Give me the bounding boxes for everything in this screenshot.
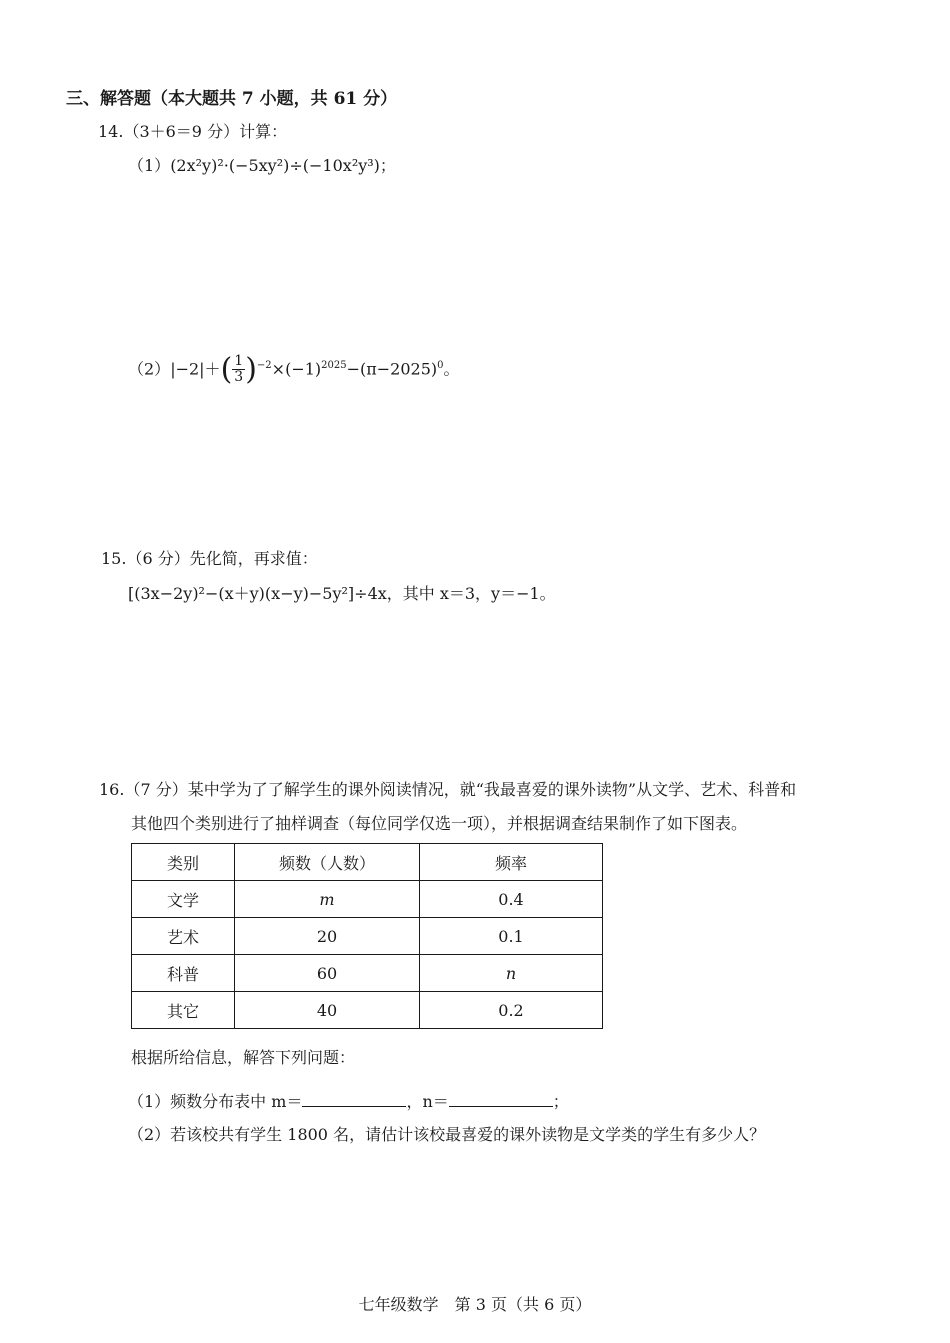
- q14-part2-pre: |−2|＋: [170, 359, 221, 379]
- frequency-table: [131, 843, 603, 1029]
- table-cell: 0.1: [420, 918, 603, 955]
- table-row: [132, 955, 603, 992]
- q14-part2-end: 。: [443, 359, 460, 379]
- answer-blank-m[interactable]: [302, 1092, 406, 1107]
- table-cell: 艺术: [132, 918, 235, 955]
- table-row: [132, 881, 603, 918]
- q14-part1: [128, 153, 396, 176]
- q16-sub1-pre: （1）频数分布表中 m＝: [128, 1092, 303, 1111]
- q14-part2: [128, 346, 460, 386]
- table-header-row: [132, 844, 603, 881]
- q14-part2-label: （2）: [128, 359, 171, 379]
- q16-line2: 其他四个类别进行了抽样调查（每位同学仅选一项），并根据调查结果制作了如下图表。: [131, 814, 748, 833]
- q16-line1: 16.（7 分）某中学为了了解学生的课外阅读情况，就“我最喜爱的课外读物”从文学、艺术、科普和: [99, 780, 797, 799]
- q16-sub1: [128, 1089, 569, 1112]
- table-cell: 科普: [132, 955, 235, 992]
- q16-sub1-mid: ，n＝: [406, 1092, 449, 1111]
- table-cell: 0.4: [420, 881, 603, 918]
- table-cell: 0.2: [420, 992, 603, 1029]
- table-cell: 40: [235, 992, 420, 1029]
- q16-sub1-end: ；: [552, 1092, 569, 1111]
- q16-intro: 根据所给信息，解答下列问题：: [131, 1048, 356, 1067]
- q15-header: 15.（6 分）先化简，再求值：: [101, 549, 318, 568]
- answer-blank-n[interactable]: [449, 1092, 553, 1107]
- table-cell: [235, 881, 420, 918]
- q15-expr: [(3x−2y)²−(x＋y)(x−y)−5y²]÷4x，其中 x＝3，y＝−1。: [128, 584, 556, 603]
- right-paren: ): [245, 351, 257, 387]
- q14-part1-label: （1）: [128, 156, 171, 175]
- table-cell: 60: [235, 955, 420, 992]
- table-cell: 其它: [132, 992, 235, 1029]
- table-cell: 20: [235, 918, 420, 955]
- q14-part2-post: −(π−2025): [346, 359, 438, 379]
- exponent-neg-two: −2: [256, 360, 272, 371]
- exponent-zero: 0: [437, 360, 444, 371]
- table-row: [132, 992, 603, 1029]
- exponent-2025: 2025: [321, 360, 347, 371]
- table-cell: 文学: [132, 881, 235, 918]
- q14-part2-mid: ×(−1): [271, 359, 322, 379]
- variable-m: m: [319, 889, 335, 909]
- table-row: [132, 918, 603, 955]
- table-header-cell: 频率: [420, 844, 603, 881]
- q14-header: 14.（3＋6＝9 分）计算：: [98, 122, 288, 141]
- variable-n: n: [505, 963, 517, 983]
- left-paren: (: [220, 351, 233, 387]
- fraction-numerator: 1: [234, 353, 244, 370]
- fraction-denominator: 3: [234, 369, 244, 386]
- table-cell: [420, 955, 603, 992]
- page-footer: 七年级数学 第 3 页（共 6 页）: [358, 1295, 592, 1314]
- fraction-one-third: [232, 354, 245, 385]
- q14-part1-expr: (2x²y)²·(−5xy²)÷(−10x²y³)；: [170, 156, 396, 175]
- section-title: 三、解答题（本大题共 7 小题，共 61 分）: [66, 89, 398, 109]
- table-header-cell: 频数（人数）: [235, 844, 420, 881]
- q16-sub2: （2）若该校共有学生 1800 名，请估计该校最喜爱的课外读物是文学类的学生有多少人？: [128, 1125, 766, 1144]
- table-header-cell: 类别: [132, 844, 235, 881]
